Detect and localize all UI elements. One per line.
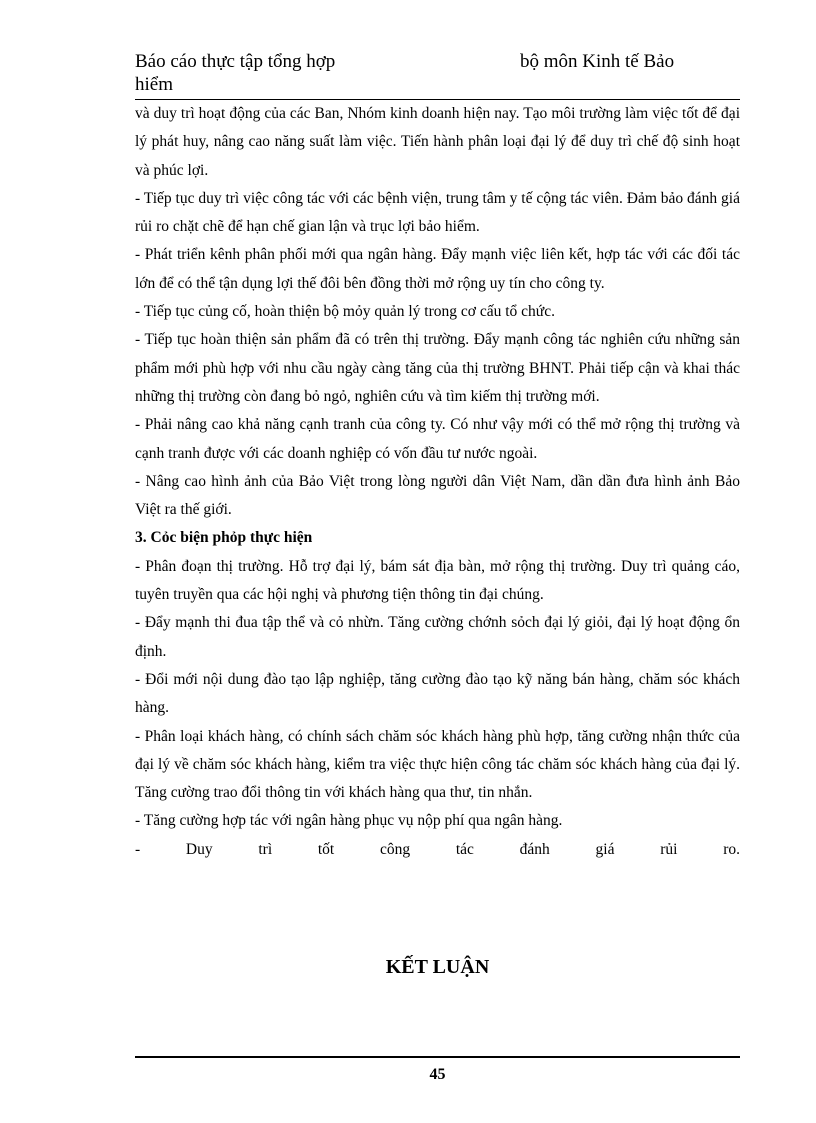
paragraph-6: - Phải nâng cao khả năng cạnh tranh của công ty. Có như vậy mới có thể mở rộng thị trường và cạnh tranh được với các doanh nghiệp có vốn đầu tư nước ngoài. [135, 416, 740, 462]
page-header [135, 50, 740, 100]
paragraph-2: - Tiếp tục duy trì việc công tác với các bệnh viện, trung tâm y tế cộng tác viên. Đảm bảo đánh giá rủi ro chặt chẽ để hạn chế gian lận và trục lợi bảo hiểm. [135, 189, 740, 236]
conclusion-title: KẾT LUẬN [385, 956, 490, 978]
header-right-title: bộ môn Kinh tế Bảo [520, 51, 675, 72]
header-left-title-line2: hiểm [135, 74, 173, 95]
section-heading: 3. Cỏc biện phỏp thực hiện [135, 529, 313, 547]
measure-2: - Đẩy mạnh thi đua tập thể và cỏ nhừn. Tăng cường chớnh sỏch đại lý giỏi, đại lý hoạt động ổn định. [135, 614, 740, 660]
measure-4: - Phân loại khách hàng, có chính sách chăm sóc khách hàng phù hợp, tăng cường nhận thức của đại lý về chăm sóc khách hàng, kiểm tra việc thực hiện công tác chăm sóc khách hàng của đại lý. Tăng cường trao đổi thông tin với khách hàng qua thư, tin nhắn. [135, 727, 740, 802]
paragraph-5: - Tiếp tục hoàn thiện sản phẩm đã có trên thị trường. Đẩy mạnh công tác nghiên cứu những sản phẩm mới phù hợp với nhu cầu ngày càng tăng của thị trường BHNT. Phải tiếp cận và khai thác những thị trường còn đang bỏ ngỏ, nghiên cứu và tìm kiếm thị trường mới. [135, 331, 740, 405]
page-number: 45 [429, 1066, 446, 1083]
footer-divider [135, 1056, 740, 1058]
measure-5: - Tăng cường hợp tác với ngân hàng phục vụ nộp phí qua ngân hàng. [135, 812, 563, 830]
paragraph-3: - Phát triển kênh phân phối mới qua ngân hàng. Đẩy mạnh việc liên kết, hợp tác với các đối tác lớn để có thể tận dụng lợi thế đôi bên đồng thời mở rộng uy tín cho công ty. [135, 246, 740, 292]
measure-6: - Duy trì tốt công tác đánh giá rủi ro. [135, 840, 740, 858]
header-left-title-line1: Báo cáo thực tập tổng hợp [135, 51, 336, 72]
measure-1: - Phân đoạn thị trường. Hỗ trợ đại lý, bám sát địa bàn, mở rộng thị trường. Duy trì quảng cáo, tuyên truyền qua các hội nghị và phương tiện thông tin đại chúng. [135, 557, 740, 604]
document-body [135, 100, 740, 864]
paragraph-7: - Nâng cao hình ảnh của Bảo Việt trong lòng người dân Việt Nam, dần dần đưa hình ảnh Bảo Việt ra thế giới. [135, 472, 740, 519]
paragraph-1: và duy trì hoạt động của các Ban, Nhóm kinh doanh hiện nay. Tạo môi trường làm việc tốt để đại lý phát huy, nâng cao năng suất làm việc. Tiến hành phân loại đại lý để duy trì chế độ sinh hoạt và phúc lợi. [135, 105, 740, 179]
paragraph-4: - Tiếp tục củng cố, hoàn thiện bộ mỏy quản lý trong cơ cấu tổ chức. [135, 303, 555, 321]
measure-3: - Đổi mới nội dung đào tạo lập nghiệp, tăng cường đào tạo kỹ năng bán hàng, chăm sóc khách hàng. [135, 670, 740, 717]
header-left-title [135, 50, 395, 96]
